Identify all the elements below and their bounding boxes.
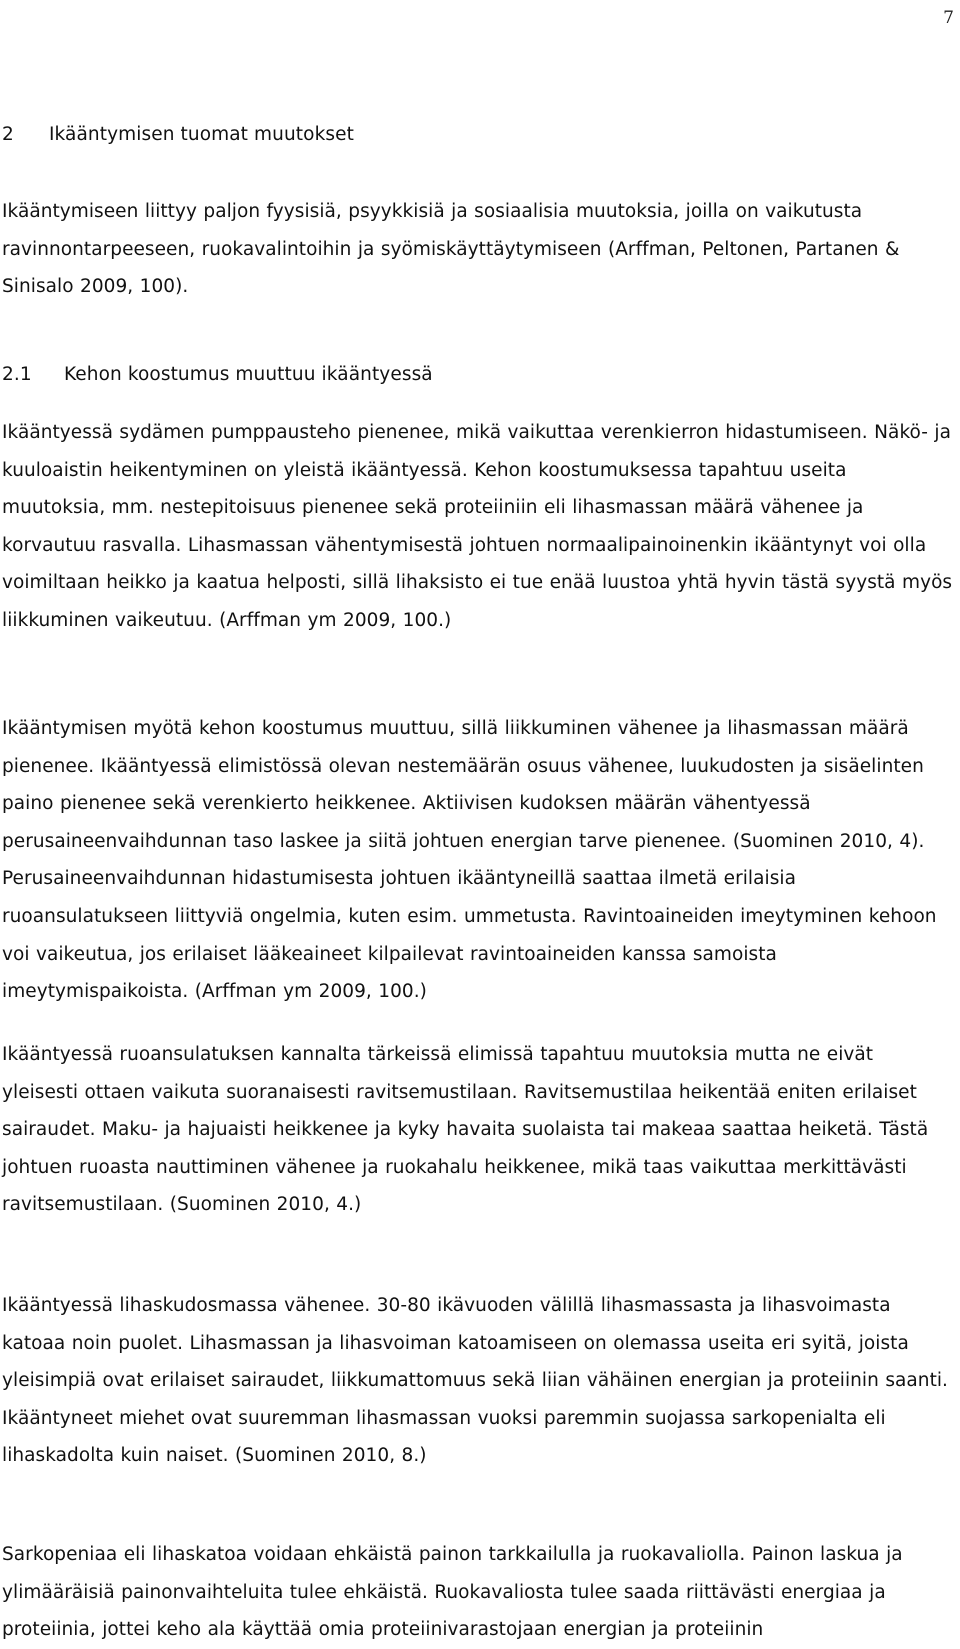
paragraph-4: Ikääntyessä lihaskudosmassa vähenee. 30-80 ikävuoden välillä lihasmassasta ja lihasvoimasta katoaa noin puolet. Lihasmassan ja lihasvoiman katoamiseen on olemassa useita eri syitä, joista yleisimpiä ovat erilaiset sairaudet, liikkumattomuus sekä liian vähäinen energian ja proteiinin saanti. Ikääntyneet miehet ovat suuremman lihasmassan vuoksi paremmin suojassa sarkopenialta eli lihaskadolta kuin naiset. (Suominen 2010, 8.) [2,1295,948,1467]
paragraph-5: Sarkopeniaa eli lihaskatoa voidaan ehkäistä painon tarkkailulla ja ruokavaliolla. Painon laskua ja ylimääräisiä painonvaihteluita tulee ehkäistä. Ruokavaliosta tulee saada riittävästi energiaa ja proteiinia, jottei keho ala käyttää omia proteiinivarastojaan energian ja proteiinin [2,1544,903,1641]
section-title: Ikääntymisen tuomat muutokset [49,124,354,145]
section-heading [2,124,354,145]
paragraph-1: Ikääntyessä sydämen pumppausteho pienenee, mikä vaikuttaa verenkierron hidastumiseen. Näkö- ja kuuloaistin heikentyminen on yleistä ikääntyessä. Kehon koostumuksessa tapahtuu useita muutoksia, mm. nestepitoisuus pienenee sekä proteiiniin eli lihasmassan määrä vähenee ja korvautuu rasvalla. Lihasmassan vähentymisestä johtuen normaalipainoinenkin ikääntynyt voi olla voimiltaan heikko ja kaatua helposti, sillä lihaksisto ei tue enää luustoa yhtä hyvin tästä syystä myös liikkuminen vaikeutuu. (Arffman ym 2009, 100.) [2,422,953,631]
paragraph-2: Ikääntymisen myötä kehon koostumus muuttuu, sillä liikkuminen vähenee ja lihasmassan määrä pienenee. Ikääntyessä elimistössä olevan nestemäärän osuus vähenee, luukudosten ja sisäelinten paino pienenee sekä verenkierto heikkenee. Aktiivisen kudoksen määrän vähentyessä perusaineenvaihdunnan taso laskee ja siitä johtuen energian tarve pienenee. (Suominen 2010, 4). Perusaineenvaihdunnan hidastumisesta johtuen ikääntyneillä saattaa ilmetä erilaisia ruoansulatukseen liittyviä ongelmia, kuten esim. ummetusta. Ravintoaineiden imeytyminen kehoon voi vaikeutua, jos erilaiset lääkeaineet kilpailevat ravintoaineiden kanssa samoista imeytymispaikoista. (Arffman ym 2009, 100.) [2,718,937,1003]
paragraph-intro: Ikääntymiseen liittyy paljon fyysisiä, psyykkisiä ja sosiaalisia muutoksia, joilla on vaikutusta ravinnontarpeeseen, ruokavalintoihin ja syömiskäyttäytymiseen (Arffman, Peltonen, Partanen & Sinisalo 2009, 100). [2,201,900,298]
subsection-title: Kehon koostumus muuttuu ikääntyessä [64,364,433,385]
page-number: 7 [943,8,954,28]
subsection-number: 2.1 [2,364,32,385]
subsection-heading [2,364,433,385]
paragraph-3: Ikääntyessä ruoansulatuksen kannalta tärkeissä elimissä tapahtuu muutoksia mutta ne eivät yleisesti ottaen vaikuta suoranaisesti ravitsemustilaan. Ravitsemustilaa heikentää eniten erilaiset sairaudet. Maku- ja hajuaisti heikkenee ja kyky havaita suolaista tai makeaa saattaa heiketä. Tästä johtuen ruoasta nauttiminen vähenee ja ruokahalu heikkenee, mikä taas vaikuttaa merkittävästi ravitsemustilaan. (Suominen 2010, 4.) [2,1044,929,1216]
section-number: 2 [2,124,14,145]
